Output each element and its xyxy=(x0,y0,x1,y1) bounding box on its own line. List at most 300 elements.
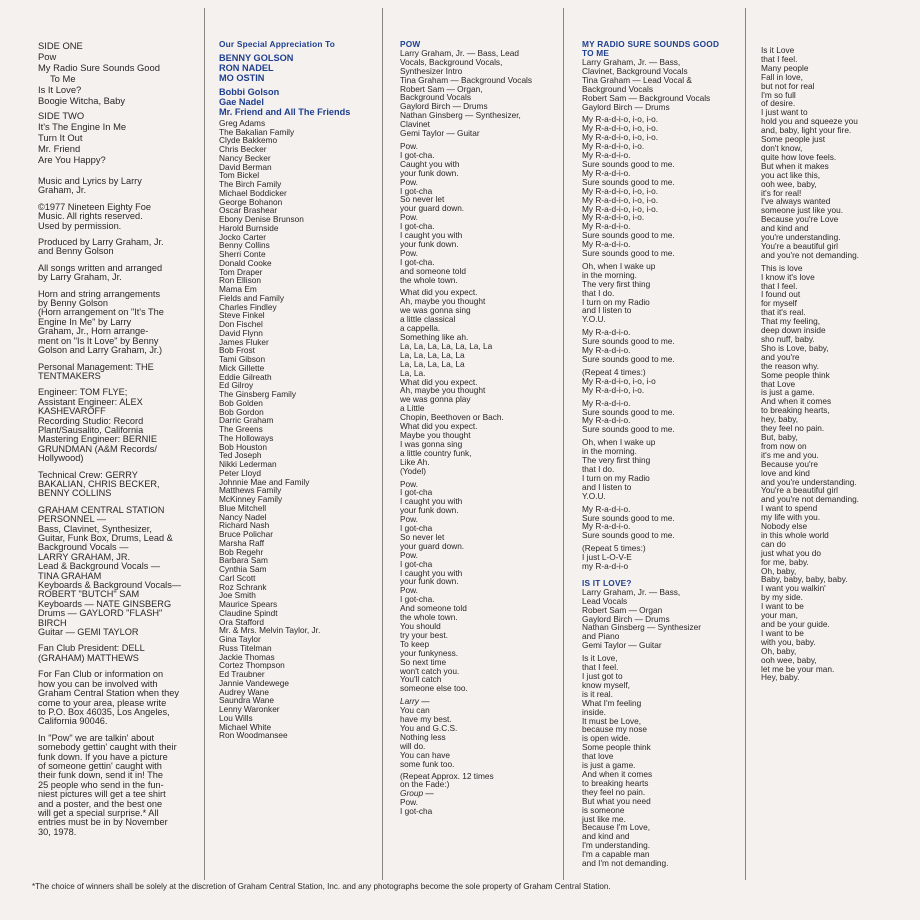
credits-column xyxy=(38,40,200,844)
text-line: (Repeat 5 times:) xyxy=(582,543,646,554)
text-line: ROBERT "BUTCH" SAM xyxy=(38,589,140,600)
text-line: a little classical xyxy=(400,314,456,325)
name: Cortez Thompson xyxy=(219,660,285,671)
text-line: KASHEVAROFF xyxy=(38,406,106,417)
name: Eddie Gilreath xyxy=(219,371,272,382)
name: Ted Joseph xyxy=(219,450,262,461)
pow-personnel xyxy=(400,49,560,138)
name: David Berman xyxy=(219,161,272,172)
name: Charles Findley xyxy=(219,301,277,312)
text-line: Sure sounds good to me. xyxy=(582,336,675,347)
text-line: my R-a-d-i-o xyxy=(582,561,629,572)
text-line: I got-cha. xyxy=(400,221,435,232)
text-line: Caught you with xyxy=(400,158,460,169)
text-line: and someone told xyxy=(400,265,466,276)
text-line: and I listen to xyxy=(582,305,632,316)
text-line: Pow. xyxy=(400,585,418,596)
name: Tami Gibson xyxy=(219,354,266,365)
text-line: You'll catch xyxy=(400,674,442,685)
text-line: Y.O.U. xyxy=(582,314,606,325)
credit-block xyxy=(38,471,200,499)
text-line: Engineer: TOM FLYE; xyxy=(38,387,128,398)
name: Saundra Wane xyxy=(219,695,275,706)
name: Jocko Carter xyxy=(219,231,267,242)
text-line: their funk down, send it in! The xyxy=(38,770,163,781)
text-line: What did you expect. xyxy=(400,287,478,298)
text-line: Sure sounds good to me. xyxy=(582,230,675,241)
text-line: I caught you with xyxy=(400,567,463,578)
track: My Radio Sure Sounds Good xyxy=(38,62,160,73)
name: Chris Becker xyxy=(219,144,267,155)
text-line: I got-cha. xyxy=(400,256,435,267)
text-line: Sure sounds good to me. xyxy=(582,354,675,364)
singer-label-larry: Larry — xyxy=(400,696,430,707)
song-title-is-it-love: IS IT LOVE? xyxy=(582,577,632,588)
text-line: Keyboards — NATE GINSBERG xyxy=(38,598,172,609)
lyric-line: just like me. xyxy=(582,813,626,824)
text-line: for myself xyxy=(761,298,797,309)
text-line: (Repeat 4 times:) xyxy=(582,366,646,377)
text-line: You should xyxy=(400,621,441,631)
text-line: Ah, maybe you thought xyxy=(400,296,486,307)
name: Darric Graham xyxy=(219,415,274,426)
name: The Greens xyxy=(219,424,263,435)
text-line: (GRAHAM) MATTHEWS xyxy=(38,652,139,663)
lyric-line: Nothing less xyxy=(400,731,446,742)
text-line: quite how love feels. xyxy=(761,151,837,162)
name: Barbara Sam xyxy=(219,555,268,566)
text-line: funk down. If you have a picture xyxy=(38,751,168,762)
credit-block xyxy=(38,388,200,463)
text-line: Sho is Love, baby, xyxy=(761,342,829,353)
name: Audrey Wane xyxy=(219,686,269,697)
name: Ron Woodmansee xyxy=(219,730,288,741)
text-line: Graham Central Station when they xyxy=(38,688,179,699)
text-line: Oh, when I wake up xyxy=(582,260,656,271)
name: Mama Em xyxy=(219,284,257,295)
lyric-line: have my best. xyxy=(400,714,452,725)
credit-block xyxy=(38,290,200,356)
text-line: I got-cha xyxy=(400,487,433,498)
lyric-line: that I feel. xyxy=(582,662,619,673)
text-line: that I feel. xyxy=(761,280,798,291)
track: Boogie Witcha, Baby xyxy=(38,95,126,106)
personnel-line: Lead Vocals xyxy=(582,595,628,606)
lyric-line: I'm a capable man xyxy=(582,849,650,860)
text-line: My R-a-d-i-o, i-o, i-o. xyxy=(582,203,659,214)
pow-lyrics-larry xyxy=(400,706,560,768)
name: Blue Mitchell xyxy=(219,502,267,513)
text-line: My R-a-d-i-o, i-o. xyxy=(582,384,645,395)
text-line: and be your guide. xyxy=(761,619,830,629)
text-line: that I feel. xyxy=(761,53,798,64)
personnel-line: Clavinet, Background Vocals xyxy=(582,65,688,76)
text-line: your funk down. xyxy=(400,167,459,178)
lyric-line: because my nose xyxy=(582,724,648,735)
text-line: Sure sounds good to me. xyxy=(582,424,675,435)
text-line: And someone told xyxy=(400,603,467,614)
personnel-line: Gaylord Birch — Drums xyxy=(400,101,488,112)
text-line: My R-a-d-i-o. xyxy=(582,415,631,426)
text-line: that Love xyxy=(761,378,796,389)
text-line: somebody gettin' caught with their xyxy=(38,742,177,753)
text-line: and a poster, and the best one xyxy=(38,798,163,809)
lyric-line: know myself, xyxy=(582,679,630,690)
text-line: For Fan Club or information on xyxy=(38,669,164,680)
name: Lenny Waronker xyxy=(219,704,280,715)
text-line: (Horn arrangement on "It's The xyxy=(38,307,164,318)
text-line: Hey, baby. xyxy=(761,672,800,683)
name: Ora Stafford xyxy=(219,616,265,627)
lyric-stanza xyxy=(400,288,560,475)
pow-lyrics xyxy=(400,142,560,693)
text-line: My R-a-d-i-o, i-o, i-o. xyxy=(582,123,659,134)
personnel-line: Nathan Ginsberg — Synthesizer, xyxy=(400,110,521,121)
name: Bob Gordon xyxy=(219,406,264,417)
name: Lou Wills xyxy=(219,712,253,723)
credits-blocks xyxy=(38,177,200,837)
text-line: You're a beautiful girl xyxy=(761,485,838,496)
text-line: Used by permission. xyxy=(38,220,122,231)
text-line: TINA GRAHAM xyxy=(38,570,102,581)
track: Are You Happy? xyxy=(38,154,106,165)
text-line: a cappella. xyxy=(400,323,441,334)
text-line: that I do. xyxy=(582,287,615,298)
text-line: La, La, La, La, La, La, La xyxy=(400,340,493,351)
lyric-stanza xyxy=(761,264,917,683)
text-line: 30, 1978. xyxy=(38,826,77,837)
text-line: from now on xyxy=(761,440,807,451)
name: Mr. Friend and All The Friends xyxy=(219,106,351,117)
lyric-line: is open wide. xyxy=(582,733,631,744)
lyric-line: to breaking hearts xyxy=(582,777,649,788)
name: Russ Titelman xyxy=(219,642,272,653)
personnel-line: Synthesizer Intro xyxy=(400,65,463,76)
text-line: hey, baby, xyxy=(761,414,799,425)
text-line: Some people just xyxy=(761,134,826,145)
radio-column xyxy=(582,40,742,868)
text-line: it's me and you. xyxy=(761,449,819,460)
text-line: your funk down. xyxy=(400,505,459,516)
side-one-tracklist xyxy=(38,51,200,106)
text-line: deep down inside xyxy=(761,325,826,336)
text-line: Because you're Love xyxy=(761,214,839,225)
text-line: I just L-O-V-E xyxy=(582,552,632,563)
text-line: ment on "Is It Love" by Benny xyxy=(38,335,159,346)
text-line: your funk down. xyxy=(400,238,459,249)
text-line: of desire. xyxy=(761,98,796,109)
text-line: by my side. xyxy=(761,592,803,603)
text-line: I got-cha. xyxy=(400,594,435,605)
text-line: My R-a-d-i-o, i-o, i-o. xyxy=(582,132,659,143)
text-line: the whole town. xyxy=(400,612,458,623)
text-line: Pow. xyxy=(400,212,418,223)
personnel-line: Larry Graham, Jr. — Bass, xyxy=(582,586,681,597)
appreciation-primary xyxy=(219,53,379,83)
lyric-stanza xyxy=(582,544,742,571)
text-line: I want to spend xyxy=(761,503,818,514)
credit-block xyxy=(38,177,200,196)
text-line: BAKALIAN, CHRIS BECKER, xyxy=(38,478,160,489)
text-line: Music. All rights reserved. xyxy=(38,211,143,222)
lyric-line: Because I'm Love, xyxy=(582,822,650,833)
text-line: someone just like you. xyxy=(761,205,844,216)
text-line: is just a game. xyxy=(761,387,815,398)
text-line: love and kind xyxy=(761,467,810,478)
lyric-line: inside. xyxy=(582,706,606,717)
name: Bob Frost xyxy=(219,345,255,356)
name: Carl Scott xyxy=(219,572,256,583)
name: Peter Lloyd xyxy=(219,467,261,478)
text-line: TENTMAKERS xyxy=(38,370,101,381)
song-title-pow: POW xyxy=(400,39,421,49)
personnel-line: and Piano xyxy=(582,631,620,642)
text-line: My R-a-d-i-o. xyxy=(582,521,631,532)
note-line: (Repeat Approx. 12 times xyxy=(400,770,494,781)
credit-block xyxy=(38,506,200,638)
text-line: My R-a-d-i-o. xyxy=(582,221,631,232)
name: Matthews Family xyxy=(219,485,282,496)
personnel-line: Robert Sam — Background Vocals xyxy=(582,92,711,103)
credit-block xyxy=(38,363,200,382)
lyric-line: And when it comes xyxy=(582,768,653,779)
name: Benny Collins xyxy=(219,240,270,251)
text-line: sho nuff, baby. xyxy=(761,334,815,344)
name: Ed Gilroy xyxy=(219,380,254,391)
text-line: I was gonna sing xyxy=(400,438,463,449)
name: Johnnie Mae and Family xyxy=(219,476,310,487)
radio-personnel xyxy=(582,58,742,111)
lyric-line: You and G.C.S. xyxy=(400,722,458,733)
credit-block xyxy=(38,203,200,231)
lyric-line: will do. xyxy=(400,740,426,751)
text-line: So never let xyxy=(400,194,445,205)
text-line: Is it Love xyxy=(761,45,795,55)
text-line: in this whole world xyxy=(761,529,829,540)
name: Bruce Polichar xyxy=(219,529,273,540)
lyric-line: You can xyxy=(400,705,430,716)
text-line: and Benny Golson xyxy=(38,246,114,257)
personnel-line: Nathan Ginsberg — Synthesizer xyxy=(582,622,701,633)
text-line: won't catch you. xyxy=(400,665,460,676)
text-line: My R-a-d-i-o, i-o, i-o xyxy=(582,375,656,386)
text-line: come to your area, please write xyxy=(38,697,167,708)
lyric-line: Pow. xyxy=(400,797,418,808)
text-line: Assistant Engineer: ALEX xyxy=(38,396,143,407)
text-line: LARRY GRAHAM, JR. xyxy=(38,551,131,562)
name: The Birch Family xyxy=(219,179,282,190)
text-line: and you're not demanding. xyxy=(761,494,859,505)
text-line: that it's real. xyxy=(761,307,806,318)
name: Cynthia Sam xyxy=(219,564,267,575)
track: Mr. Friend xyxy=(38,143,81,154)
text-line: Music and Lyrics by Larry xyxy=(38,176,142,186)
text-line: My R-a-d-i-o, i-o, i-o. xyxy=(582,185,659,196)
singer-label-group: Group — xyxy=(400,788,434,799)
text-line: The very first thing xyxy=(582,455,651,466)
name: Roz Schrank xyxy=(219,581,267,592)
text-line: I want to be xyxy=(761,601,804,612)
text-line: I want you walkin' xyxy=(761,583,826,594)
text-line: La, La, La, La, La xyxy=(400,349,465,360)
lyric-stanza xyxy=(761,46,917,260)
text-line: My R-a-d-i-o. xyxy=(582,167,631,178)
text-line: My R-a-d-i-o. xyxy=(582,345,631,356)
text-line: you're understanding. xyxy=(761,232,841,243)
text-line: That my feeling, xyxy=(761,316,821,327)
text-line: Graham, Jr. xyxy=(38,185,86,196)
text-line: Something like ah. xyxy=(400,332,469,342)
personnel-line: Background Vocals xyxy=(582,83,654,94)
text-line: BIRCH xyxy=(38,617,67,628)
text-line: a Little xyxy=(400,403,425,414)
name: Bob Houston xyxy=(219,441,267,452)
name: The Ginsberg Family xyxy=(219,389,297,400)
text-line: Sure sounds good to me. xyxy=(582,530,675,541)
credit-block xyxy=(38,264,200,283)
text-line: Plant/Sausalito, California xyxy=(38,424,144,435)
text-line: Y.O.U. xyxy=(582,490,606,501)
name: Richard Nash xyxy=(219,520,270,531)
text-line: your guard down. xyxy=(400,540,465,551)
name: Sherri Conte xyxy=(219,249,266,260)
text-line: I got-cha xyxy=(400,523,433,534)
text-line: will get a special surprise.* All xyxy=(38,807,159,818)
appreciation-heading: Our Special Appreciation To xyxy=(219,39,336,49)
text-line: don't know, xyxy=(761,142,803,153)
column-rule-1 xyxy=(204,8,205,880)
text-line: I'm so full xyxy=(761,89,796,100)
text-line: I want to be xyxy=(761,627,804,638)
thanks-list xyxy=(219,119,379,740)
lyric-line: Is it Love, xyxy=(582,653,618,664)
name: Jackie Thomas xyxy=(219,651,275,662)
text-line: Sure sounds good to me. xyxy=(582,248,675,259)
appreciation-column xyxy=(219,40,379,740)
text-line: Pow. xyxy=(400,176,418,187)
lyric-line: Some people think xyxy=(582,742,651,753)
text-line: try your best. xyxy=(400,629,448,640)
track: It's The Engine In Me xyxy=(38,121,127,132)
personnel-line: Vocals, Background Vocals, xyxy=(400,56,503,67)
text-line: just what you do xyxy=(761,547,821,558)
track: Pow xyxy=(38,51,57,62)
name: Harold Burnside xyxy=(219,222,279,233)
name: Jannie Vandewege xyxy=(219,677,289,688)
name: The Holloways xyxy=(219,432,274,443)
is-it-love-lyrics xyxy=(582,654,742,868)
name: Oscar Brashear xyxy=(219,205,278,216)
text-line: I just want to xyxy=(761,107,808,118)
personnel-line: Gemi Taylor — Guitar xyxy=(582,640,662,651)
name: Nikki Lederman xyxy=(219,459,277,470)
name: Bobbi Golson xyxy=(219,86,280,97)
lyric-line: But what you need xyxy=(582,795,651,806)
text-line: and you're xyxy=(761,351,800,362)
name: BENNY GOLSON xyxy=(219,52,294,63)
text-line: Baby, baby, baby, baby. xyxy=(761,574,848,585)
personnel-line: Gaylord Birch — Drums xyxy=(582,613,670,624)
text-line: La, La, La, La, La xyxy=(400,358,465,369)
lyric-line: I'm understanding. xyxy=(582,840,650,851)
text-line: your guard down. xyxy=(400,203,465,214)
text-line: Pow. xyxy=(400,247,418,258)
side-two-tracklist xyxy=(38,121,200,165)
credit-block xyxy=(38,238,200,257)
name: Ebony Denise Brunson xyxy=(219,214,304,225)
text-line: let me be your man. xyxy=(761,663,835,674)
is-it-love-continued-column xyxy=(761,46,917,686)
text-line: So never let xyxy=(400,531,445,542)
text-line: Bass, Clavinet, Synthesizer, xyxy=(38,523,152,534)
text-line: someone else too. xyxy=(400,683,468,694)
text-line: And when it comes xyxy=(761,396,832,407)
text-line: But, baby, xyxy=(761,431,798,442)
text-line: Graham, Jr., Horn arrange- xyxy=(38,326,149,337)
text-line: and, baby, light your fire. xyxy=(761,125,852,136)
text-line: Guitar, Funk Box, Drums, Lead & xyxy=(38,533,173,543)
lyric-line: some funk too. xyxy=(400,758,455,769)
text-line: Pow. xyxy=(400,514,418,525)
name: Michael Boddicker xyxy=(219,187,287,198)
lyric-line: and kind and xyxy=(582,831,630,842)
lyric-line: they feel no pain. xyxy=(582,786,646,797)
credit-block xyxy=(38,644,200,663)
lyric-line: It must be Love, xyxy=(582,715,642,726)
text-line: Personal Management: THE xyxy=(38,361,154,372)
text-line: Keyboards & Background Vocals— xyxy=(38,580,181,591)
text-line: What did you expect. xyxy=(400,376,478,387)
text-line: Produced by Larry Graham, Jr. xyxy=(38,237,164,248)
lyric-stanza xyxy=(582,505,742,541)
lyric-stanza xyxy=(582,399,742,435)
text-line: This is love xyxy=(761,262,803,273)
text-line: I found out xyxy=(761,289,801,300)
lyric-stanza xyxy=(582,368,742,395)
text-line: My R-a-d-i-o, i-o, i-o. xyxy=(582,114,659,125)
text-line: ©1977 Nineteen Eighty Foe xyxy=(38,201,152,212)
name: Greg Adams xyxy=(219,117,266,128)
text-line: and kind and xyxy=(761,223,809,234)
text-line: in the morning. xyxy=(582,269,637,280)
text-line: Fan Club President: DELL xyxy=(38,643,145,654)
name: Nancy Becker xyxy=(219,152,271,163)
text-line: You're a beautiful girl xyxy=(761,240,838,251)
text-line: My R-a-d-i-o. xyxy=(582,239,631,250)
name: Ron Ellison xyxy=(219,275,261,286)
text-line: I caught you with xyxy=(400,496,463,507)
text-line: So next time xyxy=(400,656,447,667)
text-line: My R-a-d-i-o. xyxy=(582,150,631,161)
text-line: I caught you with xyxy=(400,230,463,241)
text-line: they feel no pain. xyxy=(761,423,825,434)
text-line: to P.O. Box 46035, Los Angeles, xyxy=(38,706,170,717)
text-line: Sure sounds good to me. xyxy=(582,158,675,169)
track: Is It Love? xyxy=(38,84,82,95)
side-one-label: SIDE ONE xyxy=(38,40,83,51)
text-line: Sure sounds good to me. xyxy=(582,406,675,417)
text-line: the reason why. xyxy=(761,360,819,371)
name: Tom Bickel xyxy=(219,170,260,181)
text-line: and I listen to xyxy=(582,481,632,492)
lyric-stanza xyxy=(400,480,560,694)
note-line: on the Fade:) xyxy=(400,779,450,790)
text-line: PERSONNEL — xyxy=(38,514,107,525)
text-line: I got-cha. xyxy=(400,149,435,160)
name: Bob Golden xyxy=(219,397,263,408)
text-line: I know it's love xyxy=(761,271,815,282)
column-rule-2 xyxy=(382,8,383,880)
